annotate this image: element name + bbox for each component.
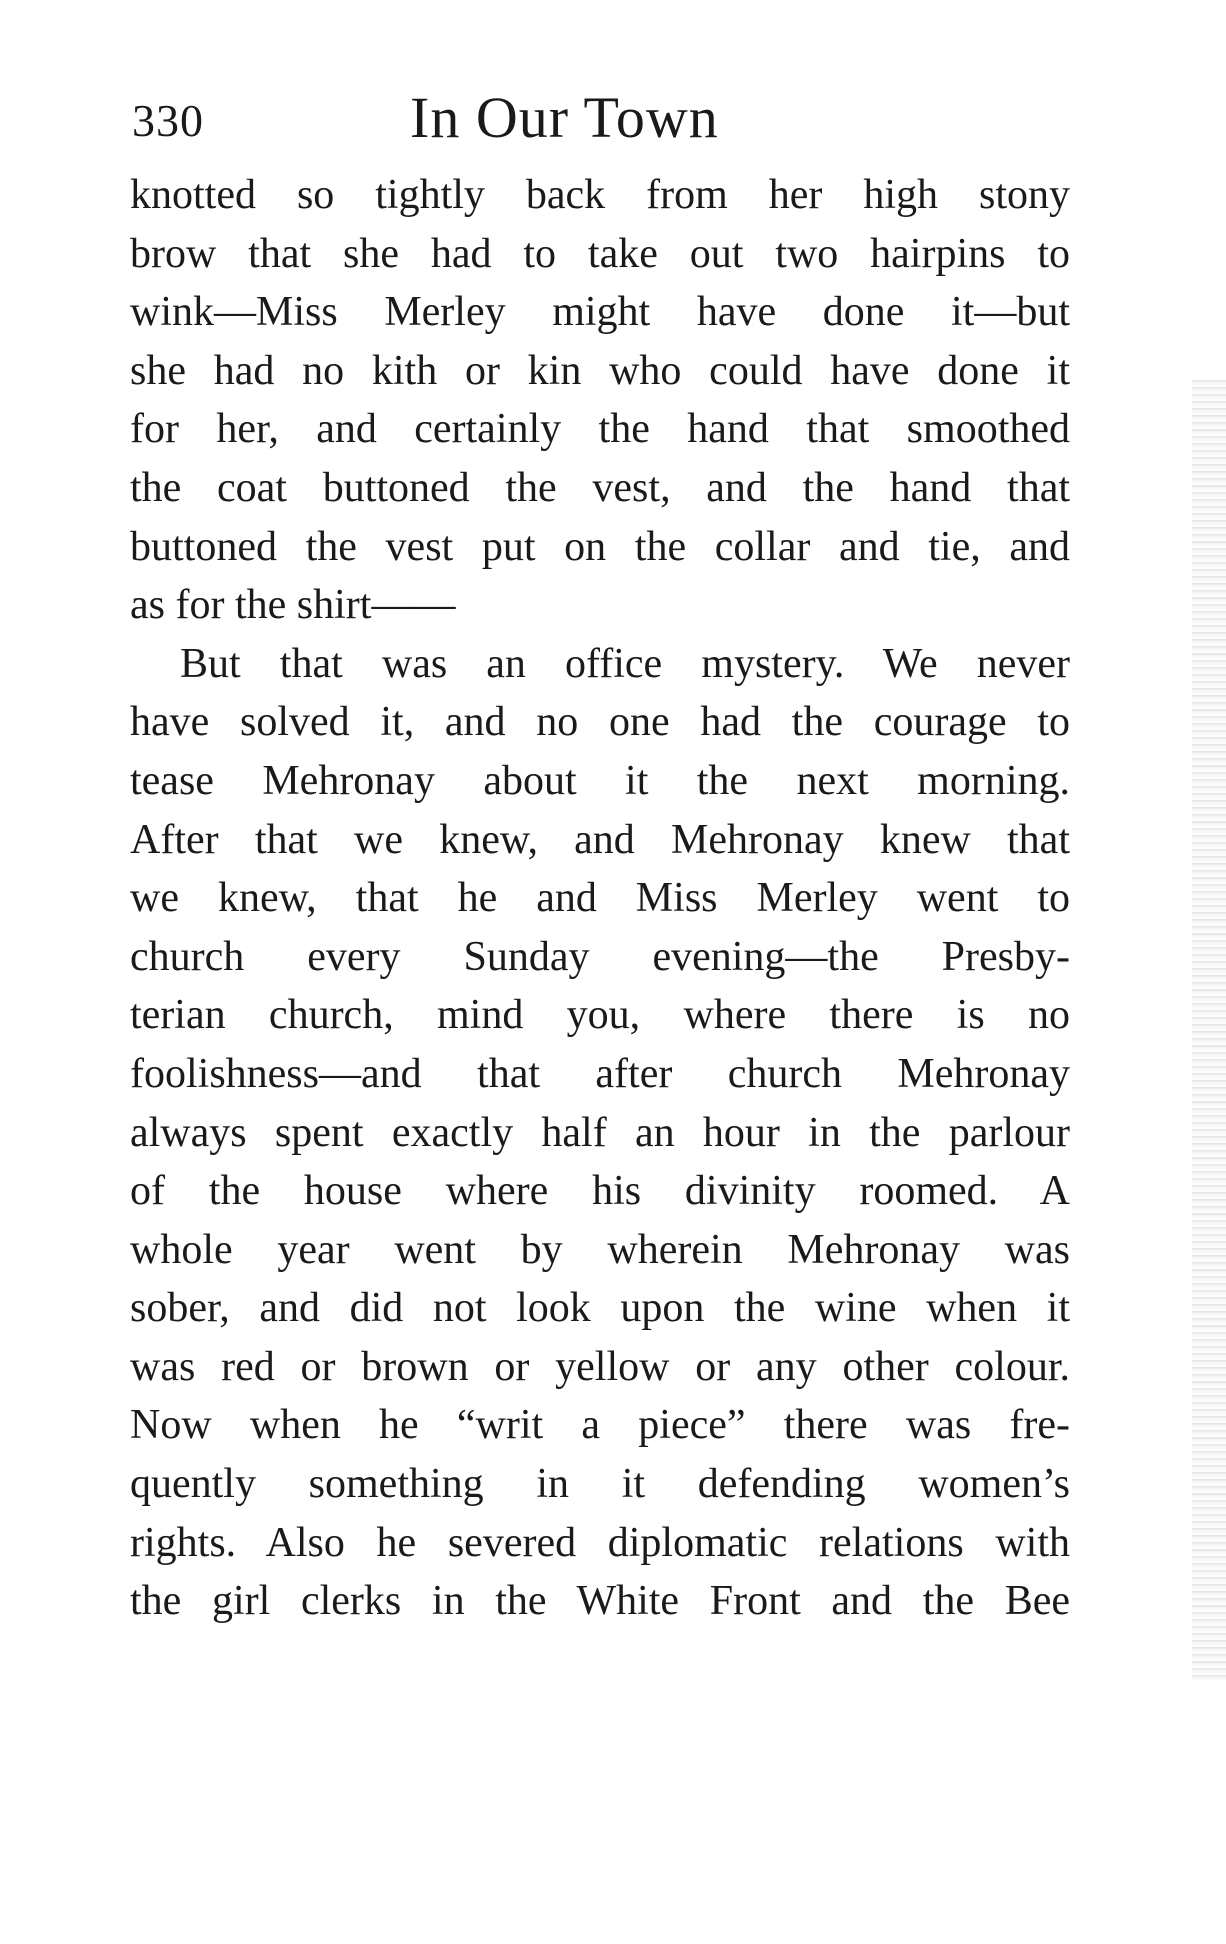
- text-line: rights. Also he severed diplomatic relations with: [130, 1519, 1070, 1566]
- body-text: [130, 166, 1070, 1631]
- text-line: brow that she had to take out two hairpins to: [130, 230, 1070, 277]
- text-line: terian church, mind you, where there is no: [130, 992, 1070, 1039]
- text-line: After that we knew, and Mehronay knew that: [130, 816, 1070, 863]
- text-line: foolishness—and that after church Mehronay: [130, 1050, 1070, 1097]
- text-line: Now when he “writ a piece” there was fre-: [130, 1402, 1070, 1449]
- text-line: quently something in it defending women’s: [130, 1461, 1070, 1508]
- text-line: knotted so tightly back from her high stony: [130, 172, 1070, 218]
- text-line: always spent exactly half an hour in the parlour: [130, 1109, 1070, 1156]
- text-line: we knew, that he and Miss Merley went to: [130, 875, 1070, 922]
- text-line: she had no kith or kin who could have done it: [130, 347, 1070, 394]
- text-line: wink—Miss Merley might have done it—but: [130, 289, 1070, 336]
- page-header: [132, 84, 1072, 156]
- text-line: church every Sunday evening—the Presby-: [130, 933, 1070, 980]
- text-line: for her, and certainly the hand that smoothed: [130, 406, 1070, 453]
- binding-edge-shadow: [1192, 380, 1226, 1680]
- text-line: was red or brown or yellow or any other colour.: [130, 1343, 1070, 1390]
- running-title: In Our Town: [410, 85, 719, 150]
- text-line: whole year went by wherein Mehronay was: [130, 1226, 1070, 1273]
- text-line: the girl clerks in the White Front and the Bee: [130, 1578, 1070, 1625]
- text-line: sober, and did not look upon the wine when it: [130, 1285, 1070, 1332]
- page-number: 330: [132, 95, 204, 146]
- text-line: of the house where his divinity roomed. A: [130, 1168, 1070, 1215]
- text-line: buttoned the vest put on the collar and tie, and: [130, 523, 1070, 570]
- paragraph-start-line: But that was an office mystery. We never: [180, 640, 1070, 687]
- text-line: have solved it, and no one had the courage to: [130, 699, 1070, 746]
- text-line: the coat buttoned the vest, and the hand that: [130, 464, 1070, 511]
- text-line: tease Mehronay about it the next morning.: [130, 757, 1070, 804]
- paragraph-end-line: as for the shirt——: [130, 582, 456, 629]
